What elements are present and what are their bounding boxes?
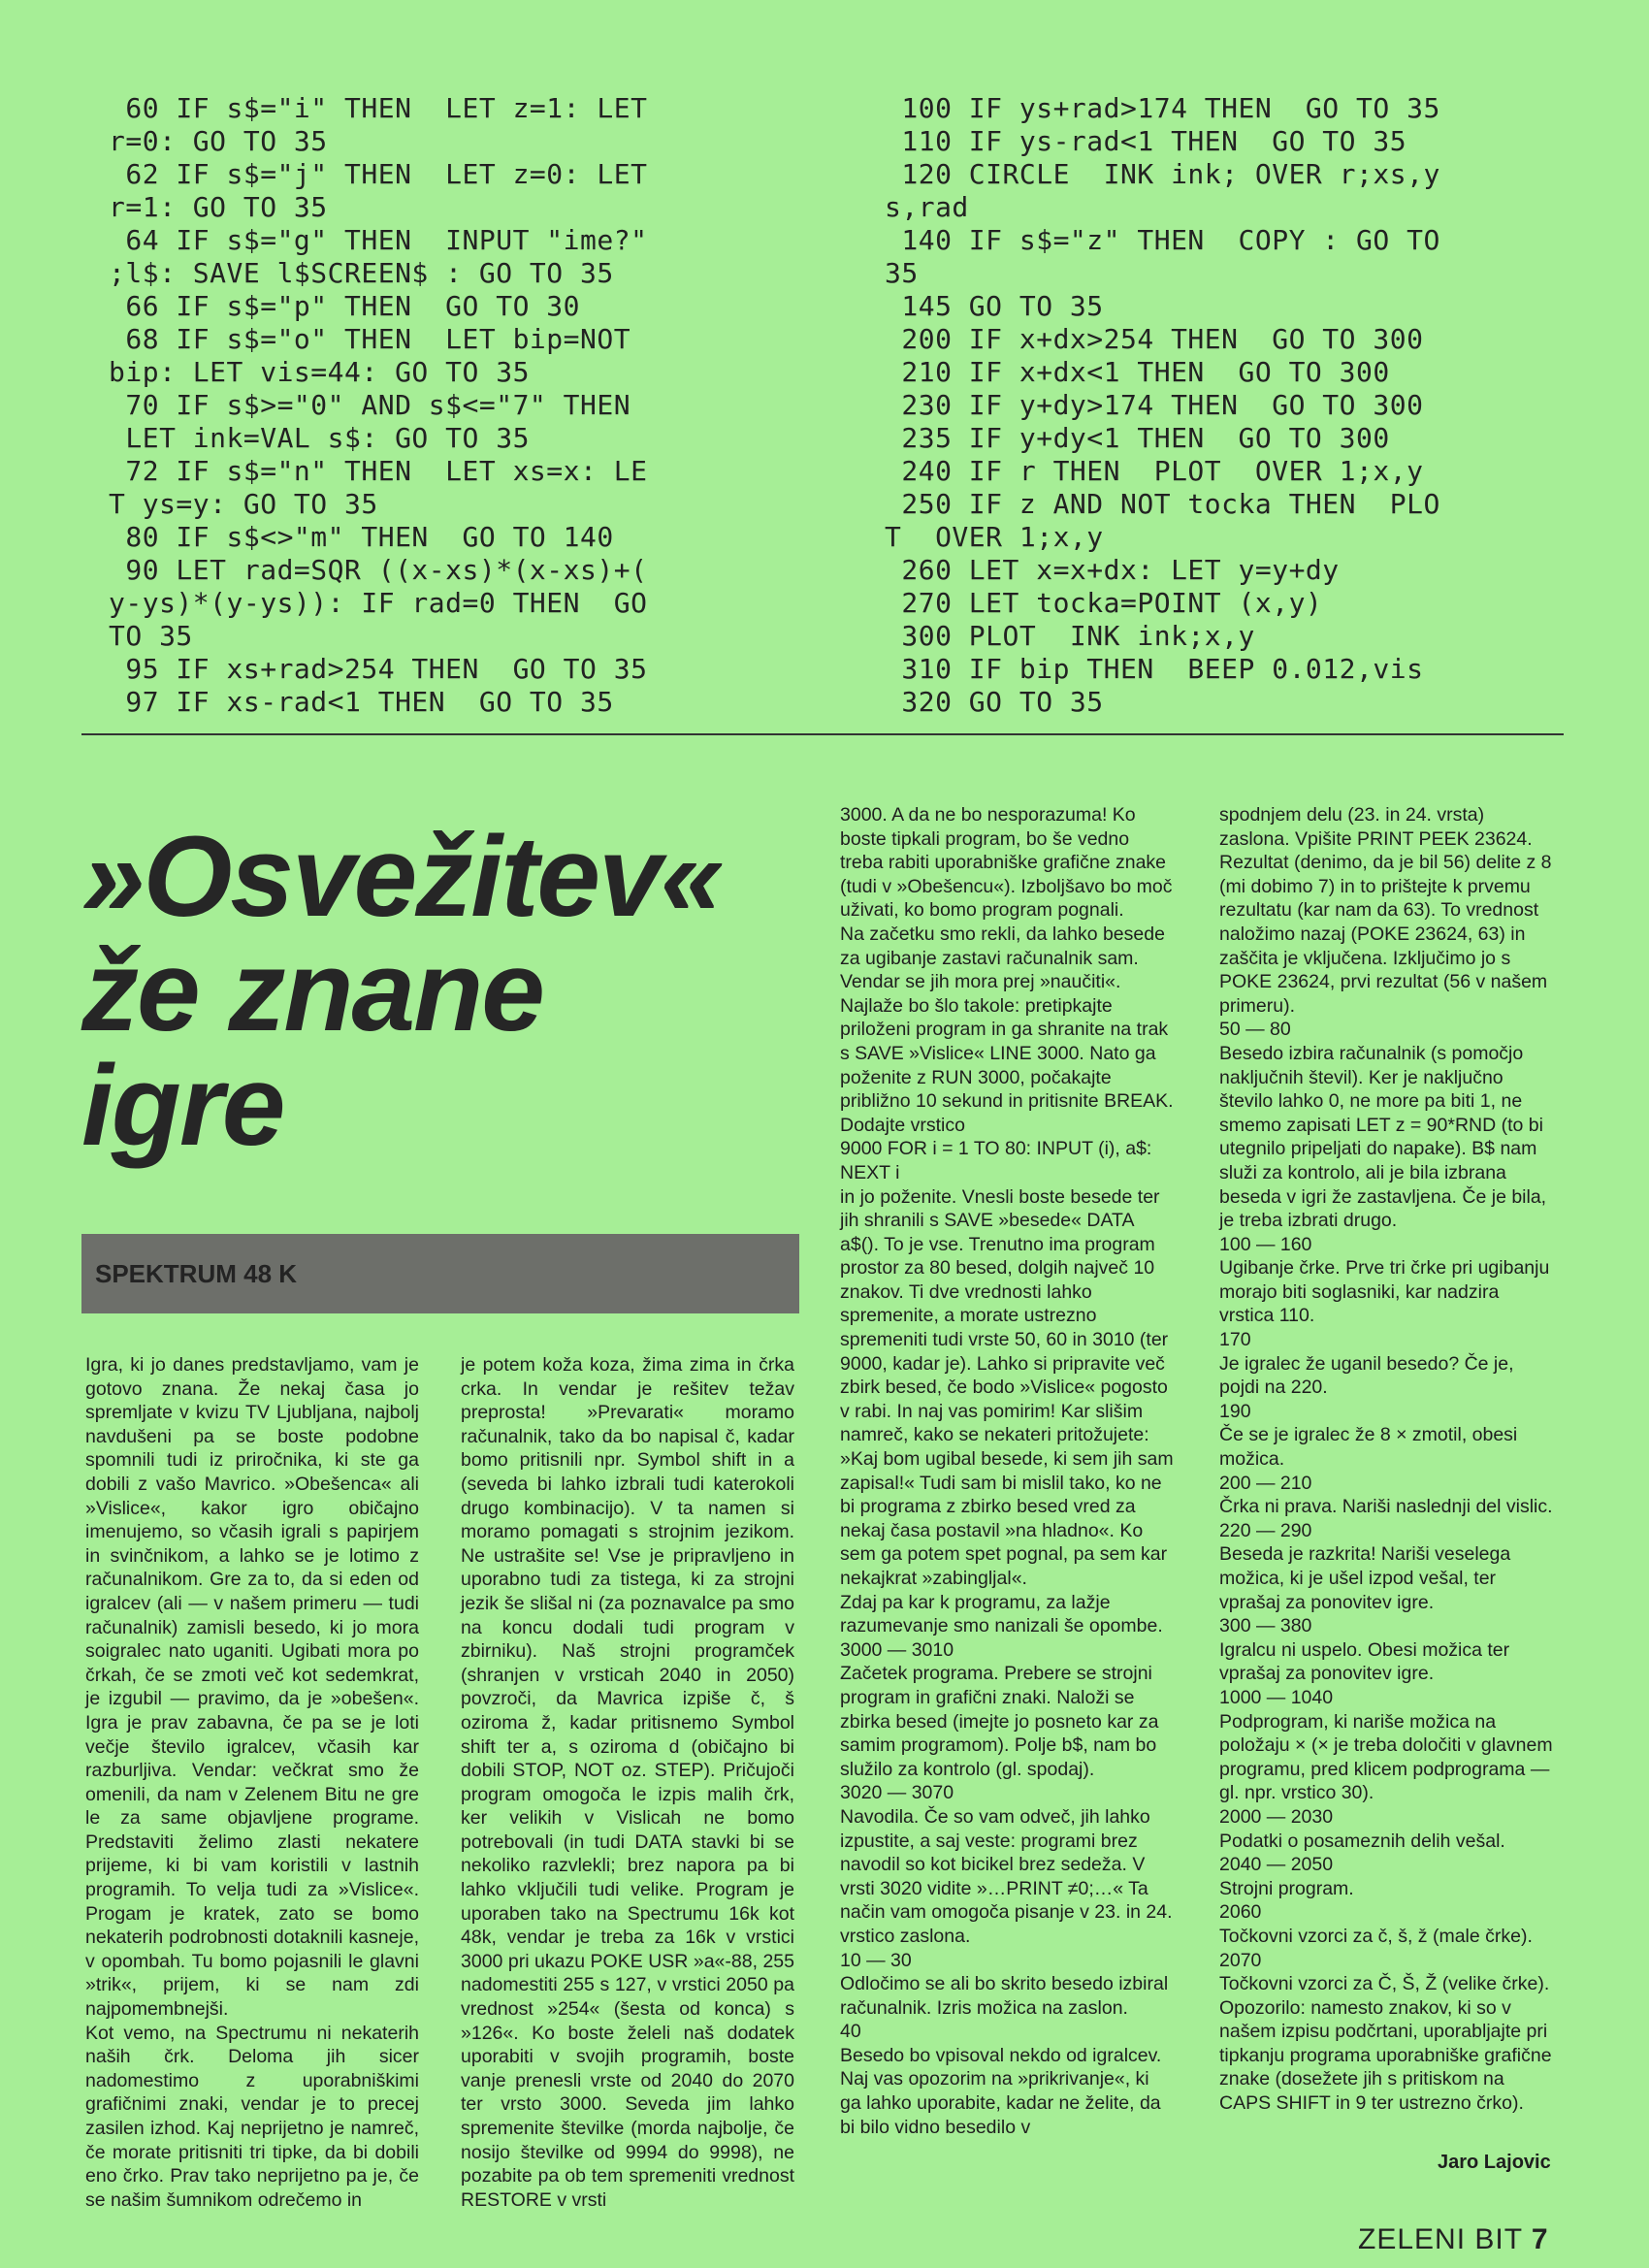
- paragraph: Beseda je razkrita! Nariši veselega možica, ki je ušel izpod vešal, ter vprašaj za ponovitev igre.: [1219, 1543, 1511, 1613]
- code-line: 95 IF xs+rad>254 THEN GO TO 35: [109, 653, 648, 685]
- paragraph: Igralcu ni uspelo. Obesi možica ter vprašaj za ponovitev igre.: [1219, 1638, 1510, 1685]
- paragraph: Točkovni vzorci za č, š, ž (male črke).: [1219, 1925, 1533, 1947]
- section-divider: [81, 733, 1564, 735]
- code-line: 80 IF s$<>"m" THEN GO TO 140: [109, 521, 614, 553]
- code-line: T ys=y: GO TO 35: [109, 488, 378, 520]
- code-line: 200 IF x+dx>254 THEN GO TO 300: [885, 323, 1424, 355]
- paragraph: Podatki o posameznih delih vešal.: [1219, 1830, 1505, 1852]
- page-footer: [1358, 2223, 1549, 2256]
- paragraph: spodnjem delu (23. in 24. vrsta) zaslona. Vpišite PRINT PEEK 23624. Rezultat (denimo, da je bil 56) delite z 8 (mi dobimo 7) in to prištejte k prvemu rezultatu (kar nam da 63). To vrednost naložimo nazaj (POKE 23624, 63) in zaščita je vključena. Izključimo jo s POKE 23624, prvi rezultat (56 v našem primeru).: [1219, 804, 1552, 1017]
- paragraph: je potem koža koza, žima zima in črka crka. In vendar je rešitev težav preprosta! »Prevarati« moramo računalnik, tako da bo napisal č, kadar bomo pritisnili npr. Symbol shift in a (seveda bi lahko izbrali tudi katerokoli drugo kombinacijo). V ta namen si moramo pomagati s strojnim jezikom. Ne ustrašite se! Vse je pripravljeno in uporabno tudi za tistega, ki za strojni jezik še slišal ni (za poznavalce pa smo na koncu dodali tudi program v zbirniku). Naš strojni programček (shranjen v vrsticah 2040 in 2050) povzroči, da Mavrica izpiše č, š oziroma ž, kadar pritisnemo Symbol shift ter a, s oziroma d (običajno bi dobili STOP, NOT oz. STEP). Pričujoči program omogoča le izpis malih črk, ker velikih v Vislicah ne bomo potrebovali (in tudi DATA stavki bi se nekoliko razvlekli; brez napora pa bi lahko vključili tudi velike. Program je uporaben tako na Spectrumu 16k kot 48k, vendar je treba za 16k v vrstici 3000 pri ukazu POKE USR »a«-88, 255 nadomestiti 255 s 127, v vrstici 2050 pa vrednost »254« (šesta od konca) s »126«. Ko boste želeli naš dodatek uporabiti v svojih programih, boste vanje prenesli vrste od 2040 do 2070 ter vrsto 3000. Seveda jim lahko spremenite številke (morda najbolje, če nosijo številke od 9994 do 9998), ne pozabite pa ob tem spremeniti vrednost RESTORE v vrsti: [461, 1354, 794, 2211]
- paragraph: Besedo bo vpisoval nekdo od igralcev. Naj vas opozorim na »prikrivanje«, ki ga lahko uporabite, kadar ne želite, da bi bilo vidno besedilo v: [840, 2044, 1162, 2138]
- paragraph: 2000 — 2030: [1219, 1805, 1334, 1828]
- paragraph: 40: [840, 2021, 861, 2043]
- page-number: 7: [1531, 2223, 1549, 2255]
- code-line: 240 IF r THEN PLOT OVER 1;x,y: [885, 455, 1424, 487]
- paragraph: 100 — 160: [1219, 1233, 1312, 1255]
- code-listing-left: [109, 92, 788, 719]
- code-line: 210 IF x+dx<1 THEN GO TO 300: [885, 356, 1390, 388]
- code-listing-right: [885, 92, 1564, 719]
- code-line: y-ys)*(y-ys)): IF rad=0 THEN GO: [109, 587, 648, 619]
- code-line: 320 GO TO 35: [885, 686, 1104, 718]
- code-line: 250 IF z AND NOT tocka THEN PLO: [885, 488, 1440, 520]
- paragraph: Ugibanje črke. Prve tri črke pri ugibanju morajo biti soglasniki, kar nadzira vrstica 110.: [1219, 1257, 1550, 1327]
- paragraph: Če se je igralec že 8 × zmotil, obesi možica.: [1219, 1424, 1518, 1471]
- paragraph: 9000 FOR i = 1 TO 80: INPUT (i), a$: NEXT i: [840, 1138, 1152, 1183]
- code-line: 230 IF y+dy>174 THEN GO TO 300: [885, 389, 1424, 421]
- paragraph: 170: [1219, 1329, 1251, 1351]
- paragraph: Besedo izbira računalnik (s pomočjo naključnih števil). Ker je naključno število lahko 0, ne more pa biti 1, ne smemo zapisati LET z = 90*RND (to bi utegnilo pripeljati do napake). B$ nam služi za kontrolo, ali je bila izbrana beseda v igri že zastavljena. Če je bila, je treba izbrati drugo.: [1219, 1042, 1547, 1232]
- paragraph: Začetek programa. Prebere se strojni program in grafični znaki. Naloži se zbirka besed (imejte jo posneto kar za samim programom). Polje b$, nam bo služilo za kontrolo (gl. spodaj).: [840, 1663, 1159, 1780]
- code-line: 260 LET x=x+dx: LET y=y+dy: [885, 554, 1340, 586]
- paragraph: Črka ni prava. Nariši naslednji del vislic.: [1219, 1496, 1553, 1518]
- paragraph: Strojni program.: [1219, 1877, 1354, 1899]
- code-line: bip: LET vis=44: GO TO 35: [109, 356, 530, 388]
- paragraph: 3000. A da ne bo nesporazuma! Ko boste tipkali program, bo še vedno treba rabiti uporabniške grafične znake (tudi v »Obešencu«). Izboljšavo bo moč uživati, ko bomo program pognali.: [840, 804, 1173, 922]
- code-line: 310 IF bip THEN BEEP 0.012,vis: [885, 653, 1424, 685]
- author-name: Jaro Lajovic: [1438, 2152, 1551, 2173]
- paragraph: Navodila. Če so vam odveč, jih lahko izpustite, a saj veste: programi brez navodil so kot bicikel brez sedeža. V vrsti 3020 vidite »…PRINT ≠0;…« Ta način vam omogoča pisanje v 23. in 24. vrstico zaslona.: [840, 1805, 1173, 1947]
- paragraph: 300 — 380: [1219, 1615, 1312, 1637]
- code-line: TO 35: [109, 620, 193, 652]
- text-column-1: [85, 1353, 419, 2212]
- code-line: LET ink=VAL s$: GO TO 35: [109, 422, 530, 454]
- paragraph: Podprogram, ki nariše možica na položaju × (× je treba določiti v glavnem programu, pred klicem podprograma — gl. npr. vrstico 30).: [1219, 1710, 1553, 1804]
- magazine-name: ZELENI BIT: [1358, 2223, 1523, 2255]
- paragraph: Zdaj pa kar k programu, za lažje razumevanje smo nanizali še opombe.: [840, 1591, 1163, 1637]
- paragraph: 1000 — 1040: [1219, 1686, 1334, 1708]
- code-line: ;l$: SAVE l$SCREEN$ : GO TO 35: [109, 257, 614, 289]
- paragraph: 200 — 210: [1219, 1472, 1312, 1494]
- code-line: 35: [885, 257, 919, 289]
- article-headline: [81, 813, 819, 1170]
- paragraph: in jo poženite. Vnesli boste besede ter jih shranili s SAVE »besede« DATA a$(). To je vse. Trenutno ima program prostor za 80 besed, dolgih največ 10 znakov. Ti dve vrednosti lahko spremenite, a morate ustrezno spremeniti tudi vrste 50, 60 in 3010 (ter 9000, kadar je). Lahko si pripravite več zbirk besed, če bodo »Vislice« pogosto v rabi. In naj vas pomirim! Kar slišim namreč, kako se nekateri pritožujete: »Kaj bom ugibal besede, ki sem jih sam zapisal!« Tudi sam bi mislil tako, ko ne bi programa z zbirko besed vred za nekaj časa postavil »na hladno«. Ko sem ga potem spet pognal, pa sem kar nekajkrat »zabingljal«.: [840, 1185, 1174, 1589]
- code-line: 145 GO TO 35: [885, 290, 1104, 322]
- paragraph: 2070: [1219, 1949, 1262, 1971]
- code-line: 62 IF s$="j" THEN LET z=0: LET: [109, 158, 648, 190]
- paragraph: Odločimo se ali bo skrito besedo izbiral računalnik. Izris možica na zaslon.: [840, 1973, 1169, 2019]
- text-column-2: [461, 1353, 794, 2212]
- code-line: 97 IF xs-rad<1 THEN GO TO 35: [109, 686, 614, 718]
- text-column-3: [840, 803, 1174, 2139]
- code-line: 68 IF s$="o" THEN LET bip=NOT: [109, 323, 631, 355]
- code-line: s,rad: [885, 191, 969, 223]
- paragraph: 3000 — 3010: [840, 1638, 954, 1661]
- paragraph: 50 — 80: [1219, 1019, 1291, 1041]
- paragraph: 190: [1219, 1400, 1251, 1422]
- platform-tag: SPEKTRUM 48 K: [81, 1234, 799, 1313]
- code-line: 66 IF s$="p" THEN GO TO 30: [109, 290, 581, 322]
- paragraph: 2060: [1219, 1901, 1262, 1924]
- text-column-4: [1219, 803, 1553, 2116]
- code-line: 72 IF s$="n" THEN LET xs=x: LE: [109, 455, 648, 487]
- code-line: 110 IF ys-rad<1 THEN GO TO 35: [885, 125, 1407, 157]
- code-line: r=0: GO TO 35: [109, 125, 328, 157]
- headline-line: že znane: [81, 927, 543, 1055]
- headline-line: »Osvežitev«: [81, 813, 723, 941]
- code-line: T OVER 1;x,y: [885, 521, 1104, 553]
- paragraph: Je igralec že uganil besedo? Če je, pojdi na 220.: [1219, 1352, 1514, 1399]
- paragraph: Opozorilo: namesto znakov, ki so v našem izpisu podčrtani, uporabljajte pri tipkanju programa uporabniške grafične znake (dosežete jih s pritiskom na CAPS SHIFT in 9 ter ustrezno črko).: [1219, 1996, 1552, 2115]
- paragraph: Igra, ki jo danes predstavljamo, vam je gotovo znana. Že nekaj časa jo spremljate v kvizu TV Ljubljana, najbolj navdušeni pa se boste podobne spomnili tudi iz priročnika, ki ste ga dobili z vašo Mavrico. »Obešenca« ali »Vislice«, kakor igro običajno imenujemo, so včasih igrali s papirjem in svinčnikom, a lahko se je lotimo z računalnikom. Gre za to, da si eden od igralcev (ali — v našem primeru — tudi računalnik) zamisli besedo, ki jo mora soigralec nato uganiti. Ugibati mora po črkah, če se zmoti več kot sedemkrat, je izgubil — pravimo, da je »obešen«. Igra je prav zabavna, če pa se je loti večje število igralcev, včasih kar razburljiva. Vendar: večkrat smo že omenili, da nam v Zelenem Bitu ne gre le za same objavljene programe. Predstaviti želimo zlasti nekatere prijeme, ki bi vam koristili v lastnih programih. To velja tudi za »Vislice«. Progam je kratek, zato se bomo nekaterih podrobnosti dotaknili kasneje, v opombah. Tu bomo pojasnili le glavni »trik«, prijem, ki se nam zdi najpomembnejši.: [85, 1354, 419, 2021]
- code-line: r=1: GO TO 35: [109, 191, 328, 223]
- paragraph: 2040 — 2050: [1219, 1854, 1334, 1876]
- code-line: 70 IF s$>="0" AND s$<="7" THEN: [109, 389, 631, 421]
- code-line: 100 IF ys+rad>174 THEN GO TO 35: [885, 92, 1440, 124]
- code-line: 64 IF s$="g" THEN INPUT "ime?": [109, 224, 648, 256]
- paragraph: Na začetku smo rekli, da lahko besede za ugibanje zastavi računalnik sam. Vendar se jih mora prej »naučiti«. Najlaže bo šlo takole: pretipkajte priloženi program in ga shranite na trak s SAVE »Vislice« LINE 3000. Nato ga poženite z RUN 3000, počakajte približno 10 sekund in pritisnite BREAK. Dodajte vrstico: [840, 923, 1174, 1136]
- paragraph: 220 — 290: [1219, 1519, 1312, 1541]
- code-line: 60 IF s$="i" THEN LET z=1: LET: [109, 92, 648, 124]
- code-line: 235 IF y+dy<1 THEN GO TO 300: [885, 422, 1390, 454]
- paragraph: 3020 — 3070: [840, 1782, 954, 1804]
- code-line: 90 LET rad=SQR ((x-xs)*(x-xs)+(: [109, 554, 648, 586]
- headline-line: igre: [81, 1042, 284, 1170]
- paragraph: 10 — 30: [840, 1949, 912, 1971]
- code-line: 120 CIRCLE INK ink; OVER r;xs,y: [885, 158, 1440, 190]
- paragraph: Točkovni vzorci za Č, Š, Ž (velike črke).: [1219, 1973, 1550, 1995]
- paragraph: Kot vemo, na Spectrumu ni nekaterih naših črk. Deloma jih sicer nadomestimo z uporabniškimi grafičnimi znaki, vendar je to precej zasilen izhod. Kaj neprijetno je namreč, če morate pritisniti tri tipke, da bi dobili eno črko. Prav tako neprijetno pa je, če se našim šumnikom odrečemo in: [85, 2022, 419, 2211]
- code-line: 300 PLOT INK ink;x,y: [885, 620, 1255, 652]
- code-line: 140 IF s$="z" THEN COPY : GO TO: [885, 224, 1440, 256]
- code-line: 270 LET tocka=POINT (x,y): [885, 587, 1323, 619]
